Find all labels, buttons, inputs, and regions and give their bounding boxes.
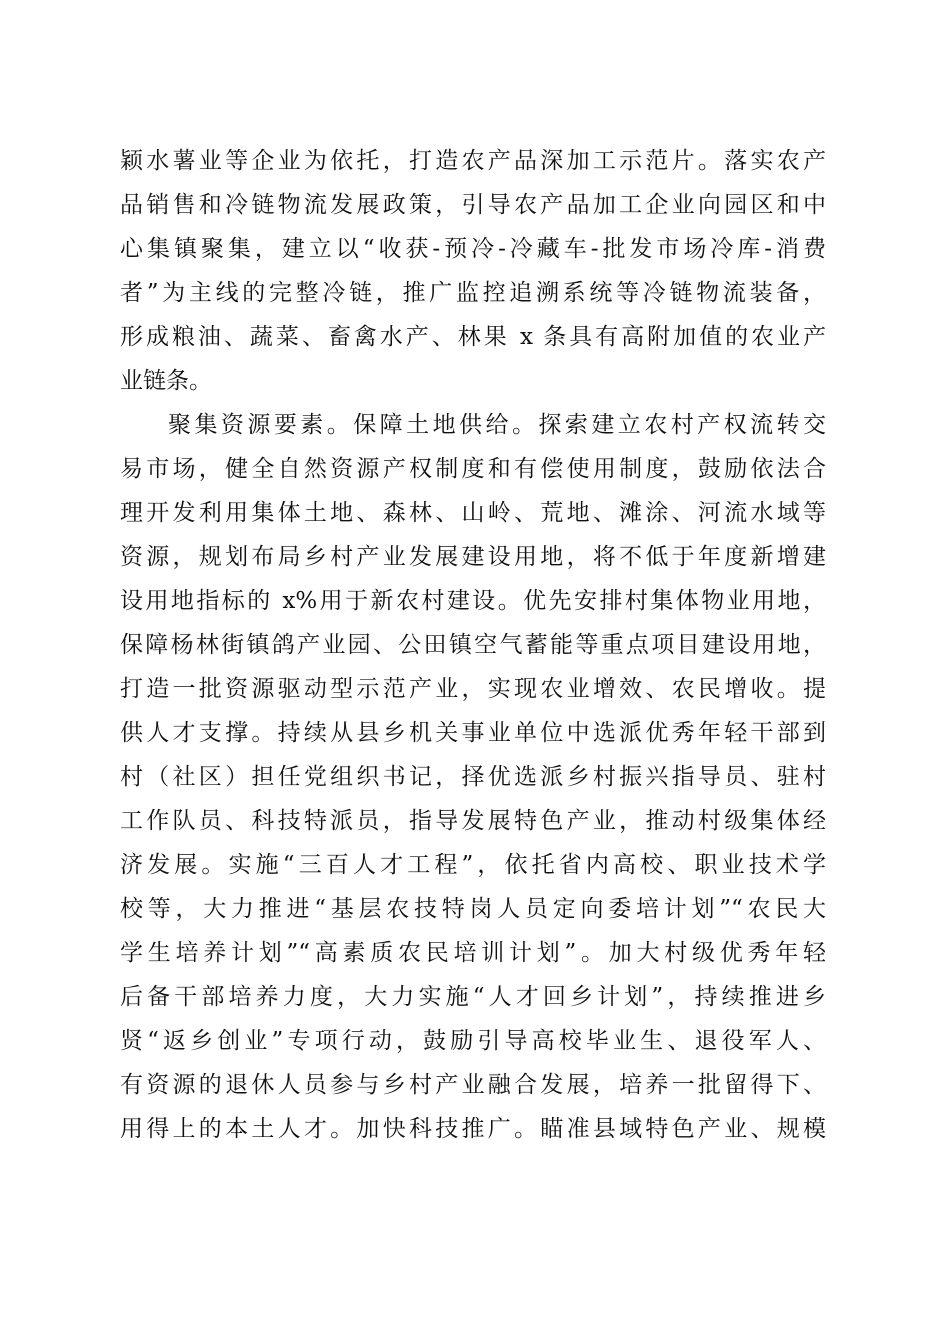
text-line: 有资源的退休人员参与乡村产业融合发展，培养一批留得下、	[120, 1072, 826, 1098]
text-line: 理开发利用集体土地、森林、山岭、荒地、滩涂、河流水域等	[120, 500, 826, 526]
text-line: 业链条。	[120, 368, 212, 394]
text-line: 形成粮油、蔬菜、畜禽水产、林果 x 条具有高附加值的农业产	[120, 324, 826, 350]
text-line: 工作队员、科技特派员，指导发展特色产业，推动村级集体经	[120, 808, 826, 834]
text-line: 心集镇聚集，建立以“收获-预冷-冷藏车-批发市场冷库-消费	[120, 236, 826, 262]
text-line: 资源，规划布局乡村产业发展建设用地，将不低于年度新增建	[120, 544, 826, 570]
text-line: 村（社区）担任党组织书记，择优选派乡村振兴指导员、驻村	[120, 764, 826, 790]
text-line: 保障杨林街镇鸽产业园、公田镇空气蓄能等重点项目建设用地，	[120, 632, 826, 658]
paragraph-1	[120, 139, 826, 403]
document-page	[120, 139, 826, 1151]
text-line: 品销售和冷链物流发展政策，引导农产品加工企业向园区和中	[120, 192, 826, 218]
text-line: 后备干部培养力度，大力实施“人才回乡计划”，持续推进乡	[120, 984, 826, 1010]
text-line: 易市场，健全自然资源产权制度和有偿使用制度，鼓励依法合	[120, 456, 826, 482]
text-line: 颖水薯业等企业为依托，打造农产品深加工示范片。落实农产	[120, 148, 826, 174]
text-line: 用得上的本土人才。加快科技推广。瞄准县域特色产业、规模	[120, 1116, 826, 1142]
text-line: 打造一批资源驱动型示范产业，实现农业增效、农民增收。提	[120, 676, 826, 702]
text-line: 供人才支撑。持续从县乡机关事业单位中选派优秀年轻干部到	[120, 720, 826, 746]
text-line: 校等，大力推进“基层农技特岗人员定向委培计划”“农民大	[120, 896, 826, 922]
text-line: 设用地指标的 x%用于新农村建设。优先安排村集体物业用地，	[120, 588, 826, 614]
text-line: 济发展。实施“三百人才工程”，依托省内高校、职业技术学	[120, 852, 826, 878]
text-line: 学生培养计划”“高素质农民培训计划”。加大村级优秀年轻	[120, 940, 826, 966]
text-line: 者”为主线的完整冷链，推广监控追溯系统等冷链物流装备，	[120, 280, 826, 306]
text-line: 聚集资源要素。保障土地供给。探索建立农村产权流转交	[168, 412, 826, 438]
paragraph-2	[120, 403, 826, 1151]
text-line: 贤“返乡创业”专项行动，鼓励引导高校毕业生、退役军人、	[120, 1028, 826, 1054]
